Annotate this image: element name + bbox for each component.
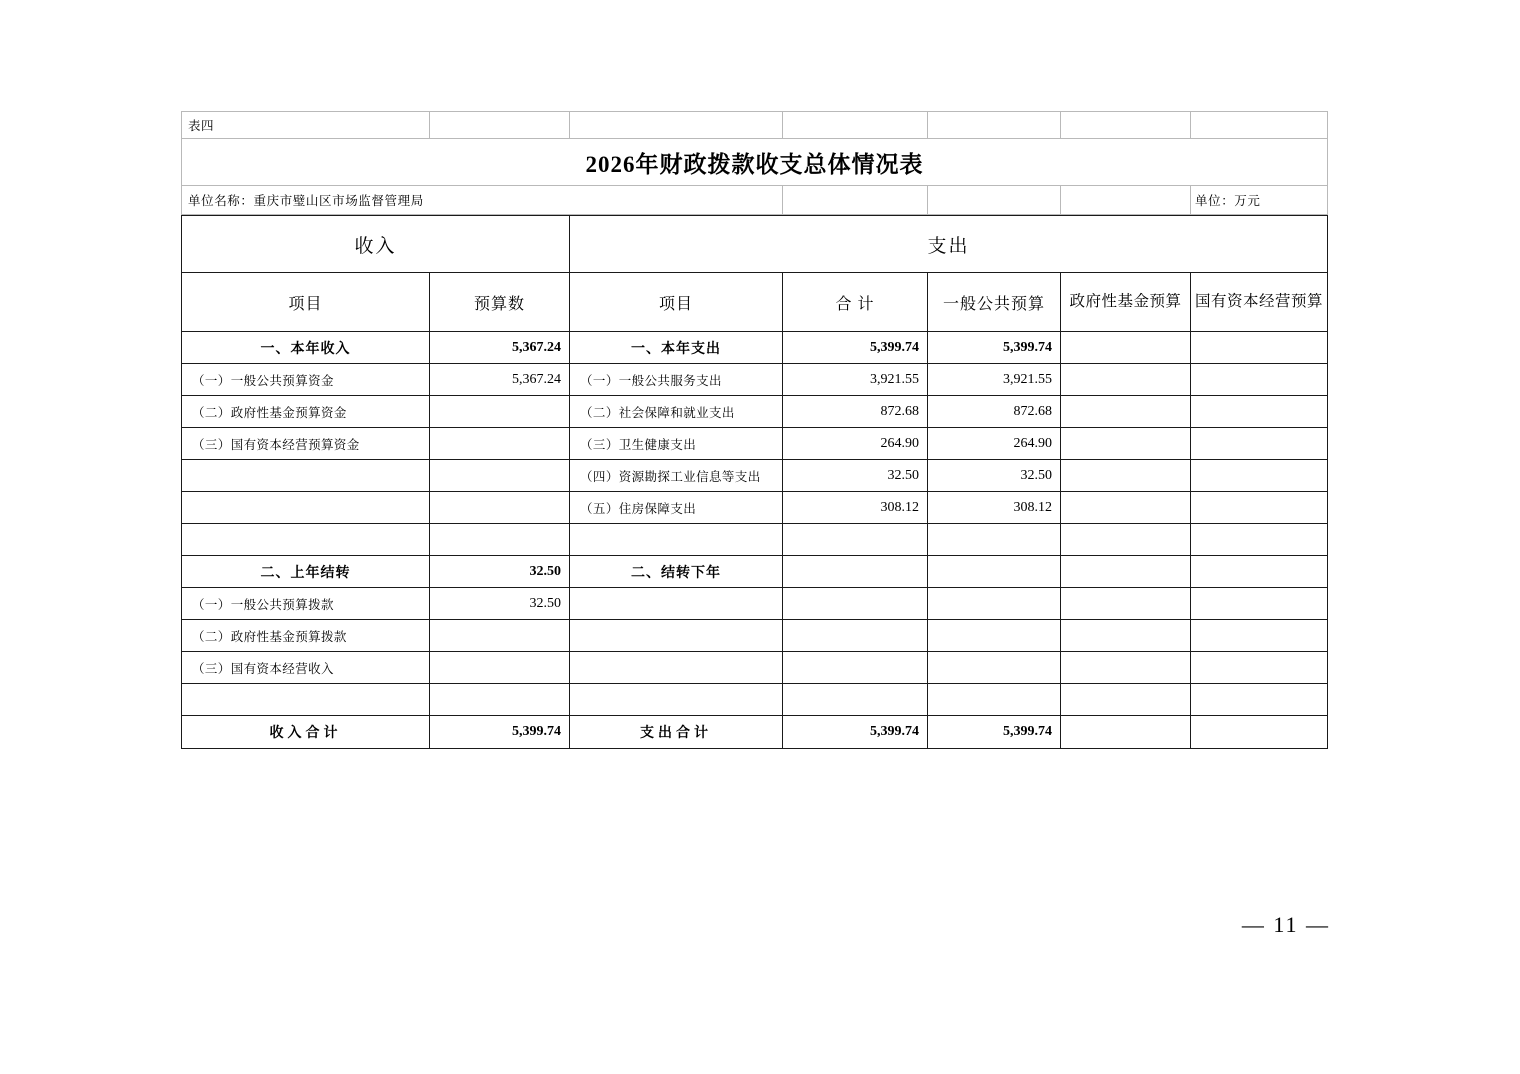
budget-sheet [181, 111, 1327, 749]
page-title-cell [182, 139, 1328, 186]
column-header-total: 合 计 [783, 273, 928, 332]
income-item-cell [182, 524, 430, 556]
expense-item-cell: （四）资源勘探工业信息等支出 [570, 460, 783, 492]
income-item-cell: （一）一般公共预算资金 [182, 364, 430, 396]
strip-cell [783, 112, 928, 139]
expense-gov-fund-cell [1061, 332, 1191, 364]
income-value-cell [430, 460, 570, 492]
expense-gov-fund-cell [1061, 652, 1191, 684]
strip-cell [783, 186, 928, 215]
expense-gov-fund-cell [1061, 492, 1191, 524]
expense-item-cell [570, 684, 783, 716]
expense-item-cell: （一）一般公共服务支出 [570, 364, 783, 396]
expense-gov-fund-cell [1061, 620, 1191, 652]
table-total-row [182, 716, 1328, 749]
income-total-value: 5,399.74 [430, 716, 570, 749]
expense-general-cell: 264.90 [928, 428, 1061, 460]
expense-state-capital-cell [1191, 524, 1328, 556]
strip-cell [928, 112, 1061, 139]
expense-state-capital-cell [1191, 428, 1328, 460]
expense-state-capital-cell [1191, 588, 1328, 620]
income-value-cell [430, 684, 570, 716]
expense-gov-fund-cell [1061, 684, 1191, 716]
income-item-cell: （一）一般公共预算拨款 [182, 588, 430, 620]
expense-general-cell: 872.68 [928, 396, 1061, 428]
strip-cell [430, 112, 570, 139]
expense-gov-fund-cell [1061, 396, 1191, 428]
income-value-cell [430, 524, 570, 556]
table-row [182, 588, 1328, 620]
expense-total-label: 支出合计 [570, 716, 783, 749]
expense-item-cell [570, 524, 783, 556]
expense-total-gov-fund [1061, 716, 1191, 749]
income-value-cell: 5,367.24 [430, 332, 570, 364]
expense-gov-fund-cell [1061, 428, 1191, 460]
expense-total-cell [783, 588, 928, 620]
table-row [182, 556, 1328, 588]
income-value-cell [430, 652, 570, 684]
income-value-cell [430, 620, 570, 652]
table-row [182, 460, 1328, 492]
expense-item-cell: 一、本年支出 [570, 332, 783, 364]
strip-cell [1191, 112, 1328, 139]
expense-item-cell: （五）住房保障支出 [570, 492, 783, 524]
expense-gov-fund-cell [1061, 364, 1191, 396]
column-header-income-budget: 预算数 [430, 273, 570, 332]
expense-total-cell: 264.90 [783, 428, 928, 460]
strip-cell [570, 112, 783, 139]
expense-total-cell: 32.50 [783, 460, 928, 492]
income-item-cell: 二、上年结转 [182, 556, 430, 588]
column-header-state-capital-budget: 国有资本经营预算 [1191, 273, 1328, 332]
expense-total-cell [783, 620, 928, 652]
column-header-expense-item: 项目 [570, 273, 783, 332]
income-value-cell: 32.50 [430, 588, 570, 620]
income-item-cell: （三）国有资本经营预算资金 [182, 428, 430, 460]
unit-measure: 单位：万元 [1191, 186, 1328, 215]
expense-general-cell [928, 524, 1061, 556]
column-header-income-item: 项目 [182, 273, 430, 332]
expense-gov-fund-cell [1061, 524, 1191, 556]
expense-total-cell [783, 524, 928, 556]
expense-total-cell [783, 652, 928, 684]
expense-general-cell: 308.12 [928, 492, 1061, 524]
income-total-label: 收入合计 [182, 716, 430, 749]
table-row [182, 684, 1328, 716]
expense-gov-fund-cell [1061, 588, 1191, 620]
expense-item-cell: （三）卫生健康支出 [570, 428, 783, 460]
expense-item-cell: 二、结转下年 [570, 556, 783, 588]
expense-item-cell: （二）社会保障和就业支出 [570, 396, 783, 428]
expense-general-cell: 3,921.55 [928, 364, 1061, 396]
strip-cell [1061, 112, 1191, 139]
income-item-cell [182, 684, 430, 716]
expense-state-capital-cell [1191, 652, 1328, 684]
strip-cell [928, 186, 1061, 215]
table-row [182, 396, 1328, 428]
expense-item-cell [570, 620, 783, 652]
table-row [182, 364, 1328, 396]
income-value-cell [430, 396, 570, 428]
income-item-cell [182, 460, 430, 492]
expense-state-capital-cell [1191, 492, 1328, 524]
income-item-cell: （三）国有资本经营收入 [182, 652, 430, 684]
expense-total-state-capital [1191, 716, 1328, 749]
expense-total-cell [783, 556, 928, 588]
table-row [182, 428, 1328, 460]
expense-general-cell: 32.50 [928, 460, 1061, 492]
table-row [182, 620, 1328, 652]
table-row [182, 652, 1328, 684]
expense-state-capital-cell [1191, 396, 1328, 428]
income-item-cell: （二）政府性基金预算资金 [182, 396, 430, 428]
income-value-cell: 32.50 [430, 556, 570, 588]
table-row [182, 332, 1328, 364]
budget-table [181, 215, 1328, 749]
page-number: — 11 — [1241, 912, 1330, 937]
expense-total-cell [783, 684, 928, 716]
income-item-cell: （二）政府性基金预算拨款 [182, 620, 430, 652]
expense-general-cell [928, 556, 1061, 588]
income-value-cell [430, 428, 570, 460]
expense-total-cell: 3,921.55 [783, 364, 928, 396]
expense-state-capital-cell [1191, 620, 1328, 652]
expense-general-cell [928, 620, 1061, 652]
page-title: 2026年财政拨款收支总体情况表 [585, 151, 924, 177]
expense-general-cell: 5,399.74 [928, 332, 1061, 364]
income-group-header: 收入 [182, 216, 570, 273]
expense-total-cell: 308.12 [783, 492, 928, 524]
expense-general-cell [928, 652, 1061, 684]
expense-general-cell [928, 684, 1061, 716]
column-header-gov-fund-budget: 政府性基金预算 [1061, 273, 1191, 332]
expense-general-cell [928, 588, 1061, 620]
table-row [182, 524, 1328, 556]
expense-gov-fund-cell [1061, 556, 1191, 588]
income-value-cell: 5,367.24 [430, 364, 570, 396]
expense-state-capital-cell [1191, 556, 1328, 588]
unit-name: 单位名称：重庆市璧山区市场监督管理局 [182, 186, 783, 215]
expense-state-capital-cell [1191, 684, 1328, 716]
strip-cell [1061, 186, 1191, 215]
income-item-cell: 一、本年收入 [182, 332, 430, 364]
sheet-tab-label: 表四 [182, 112, 430, 139]
expense-state-capital-cell [1191, 332, 1328, 364]
sheet-header-strip [181, 111, 1328, 215]
expense-group-header: 支出 [570, 216, 1328, 273]
expense-item-cell [570, 588, 783, 620]
expense-item-cell [570, 652, 783, 684]
income-item-cell [182, 492, 430, 524]
expense-gov-fund-cell [1061, 460, 1191, 492]
expense-total-general: 5,399.74 [928, 716, 1061, 749]
table-row [182, 492, 1328, 524]
expense-total-value: 5,399.74 [783, 716, 928, 749]
expense-state-capital-cell [1191, 460, 1328, 492]
expense-total-cell: 872.68 [783, 396, 928, 428]
income-value-cell [430, 492, 570, 524]
expense-state-capital-cell [1191, 364, 1328, 396]
expense-total-cell: 5,399.74 [783, 332, 928, 364]
column-header-general-public-budget: 一般公共预算 [928, 273, 1061, 332]
